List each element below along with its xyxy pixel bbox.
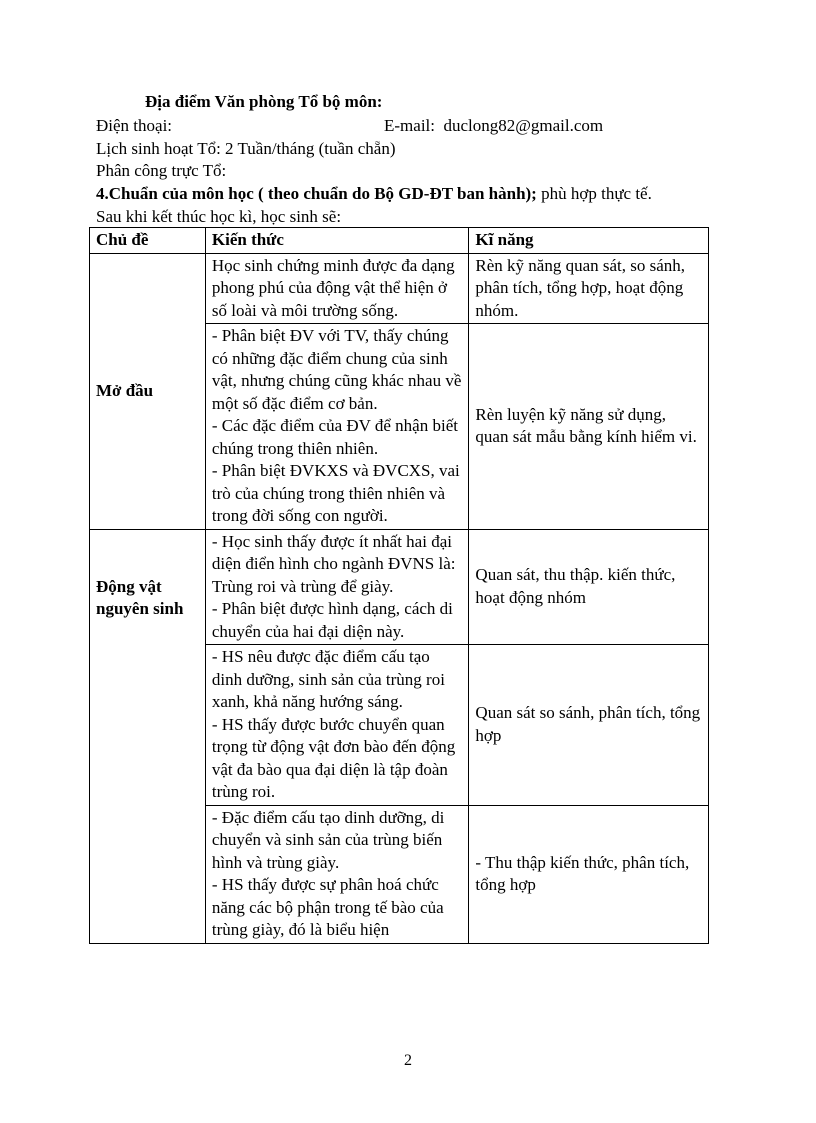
knowledge-item: - Học sinh thấy được ít nhất hai đại diện điển hình cho ngành ĐVNS là: Trùng roi và trùng để giày. xyxy=(211,531,456,596)
skill-cell: Quan sát, thu thập. kiến thức, hoạt động nhóm xyxy=(469,529,709,645)
email-field xyxy=(384,115,603,137)
page-number: 2 xyxy=(404,1052,412,1069)
knowledge-item: - Phân biệt ĐV với TV, thấy chúng có những đặc điểm chung của sinh vật, nhưng chúng cũng khác nhau về một số đặc điểm cơ bản. xyxy=(211,326,462,413)
intro-line: Sau khi kết thúc học kì, học sinh sẽ: xyxy=(96,207,342,226)
email-value: duclong82@gmail.com xyxy=(443,116,604,135)
knowledge-item: - HS thấy được bước chuyển quan trọng từ động vật đơn bào đến động vật đa bào qua đại diện là tập đoàn trùng roi. xyxy=(211,714,456,801)
knowledge-item: Học sinh chứng minh được đa dạng phong phú của động vật thể hiện ở số loài và môi trường sống. xyxy=(211,255,455,320)
knowledge-item: - Đặc điểm cấu tạo dinh dưỡng, di chuyển và sinh sản của trùng biến hình và trùng giày. xyxy=(211,807,445,872)
skill-cell: Quan sát so sánh, phân tích, tổng hợp xyxy=(469,645,709,806)
table-row xyxy=(90,253,709,324)
knowledge-cell xyxy=(205,324,469,530)
standards-table xyxy=(89,227,709,944)
email-label: E-mail: xyxy=(384,116,435,135)
header-topic: Chủ đề xyxy=(90,228,206,254)
knowledge-item: - Các đặc điểm của ĐV để nhận biết chúng trong thiên nhiên. xyxy=(211,416,458,458)
knowledge-item: - HS thấy được sự phân hoá chức năng các bộ phận trong tế bào của trùng giày, đó là biểu hiện xyxy=(211,875,444,939)
schedule-line: Lịch sinh hoạt Tổ: 2 Tuần/tháng (tuần chẵn) xyxy=(96,139,396,158)
header-knowledge: Kiến thức xyxy=(205,228,469,254)
knowledge-cell xyxy=(205,645,469,806)
knowledge-cell xyxy=(205,529,469,645)
phone-label: Điện thoại: xyxy=(96,116,173,135)
standard-heading-rest: phù hợp thực tế. xyxy=(536,184,652,203)
skill-cell: Rèn luyện kỹ năng sử dụng, quan sát mẫu bằng kính hiểm vi. xyxy=(469,324,709,530)
knowledge-cell xyxy=(205,805,469,943)
location-line: Địa điểm Văn phòng Tổ bộ môn: xyxy=(145,92,383,111)
duty-line: Phân công trực Tổ: xyxy=(96,161,227,180)
topic-cell: Động vật nguyên sinh xyxy=(90,529,206,943)
knowledge-item: - HS nêu được đặc điểm cấu tạo dinh dưỡng, sinh sản của trùng roi xanh, khả năng hướng sáng. xyxy=(211,647,445,711)
knowledge-item: - Phân biệt được hình dạng, cách di chuyển của hai đại diện này. xyxy=(211,599,453,641)
header-skill: Kĩ năng xyxy=(469,228,709,254)
knowledge-item: - Phân biệt ĐVKXS và ĐVCXS, vai trò của chúng trong thiên nhiên và trong đời sống con người. xyxy=(211,461,460,525)
skill-cell: Rèn kỹ năng quan sát, so sánh, phân tích, tổng hợp, hoạt động nhóm. xyxy=(469,253,709,324)
standard-heading-bold: 4.Chuẩn của môn học ( theo chuẩn do Bộ GD-ĐT ban hành); xyxy=(96,184,537,203)
table-row xyxy=(90,529,709,645)
knowledge-cell xyxy=(205,253,469,324)
standard-heading xyxy=(96,183,652,205)
phone-email-line xyxy=(96,115,604,137)
table-header-row xyxy=(90,228,709,254)
topic-cell: Mở đầu xyxy=(90,253,206,529)
skill-cell: - Thu thập kiến thức, phân tích, tổng hợp xyxy=(469,805,709,943)
